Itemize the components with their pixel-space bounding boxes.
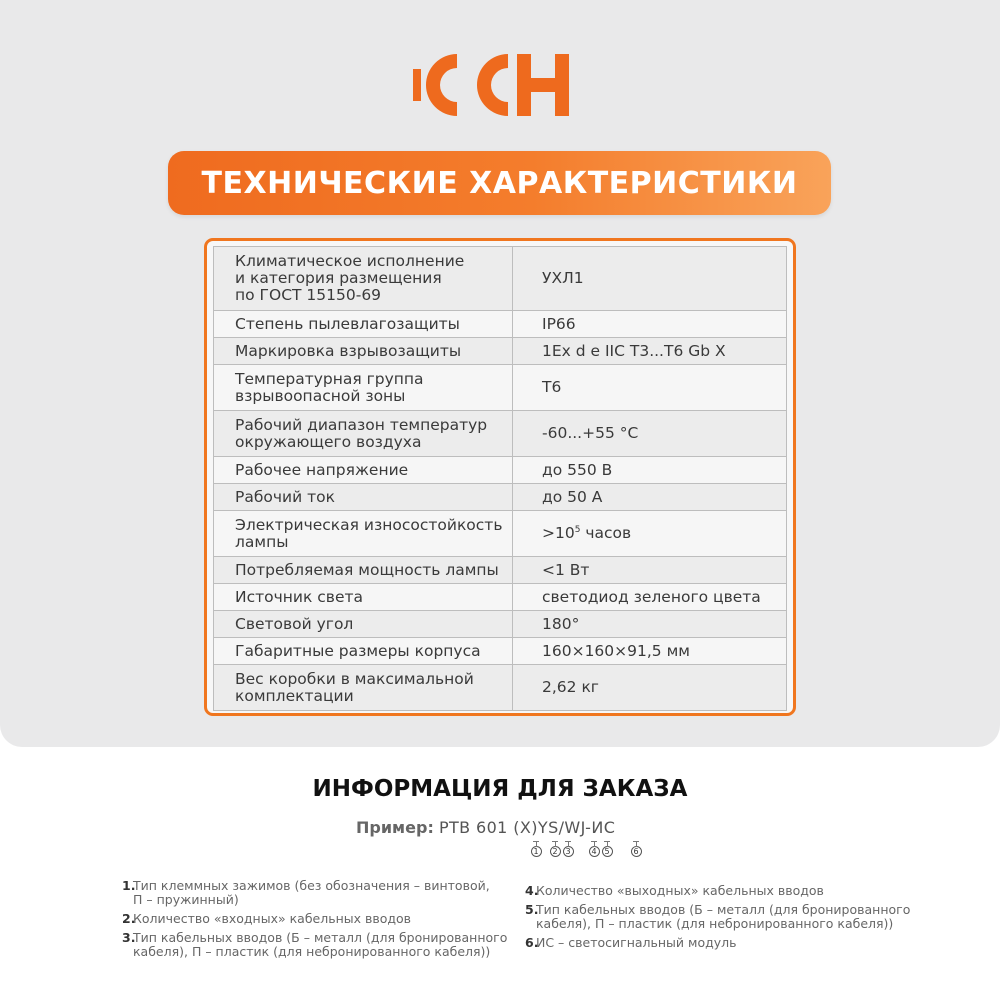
spec-value: УХЛ1 xyxy=(513,247,787,311)
spec-row xyxy=(214,638,787,665)
note-number: 4. xyxy=(525,883,539,898)
note-text: Количество «выходных» кабельных вводов xyxy=(536,883,824,898)
position-marker: 3 xyxy=(562,841,574,857)
spec-row xyxy=(214,511,787,557)
spec-value: -60...+55 °С xyxy=(513,411,787,457)
spec-row xyxy=(214,247,787,311)
spec-value: до 50 А xyxy=(513,484,787,511)
spec-value: 160×160×91,5 мм xyxy=(513,638,787,665)
position-marker: 1 xyxy=(530,841,542,857)
order-note xyxy=(525,884,925,898)
spec-value: T6 xyxy=(513,365,787,411)
spec-value: до 550 В xyxy=(513,457,787,484)
order-note xyxy=(122,912,512,926)
company-logo xyxy=(413,50,585,120)
spec-value: $>10^5$ часов xyxy=(513,511,787,557)
spec-table xyxy=(213,246,787,711)
position-marker: 5 xyxy=(601,841,613,857)
spec-value: светодиод зеленого цвета xyxy=(513,584,787,611)
spec-row xyxy=(214,484,787,511)
section-title: ТЕХНИЧЕСКИЕ ХАРАКТЕРИСТИКИ xyxy=(201,165,798,201)
spec-param: Степень пылевлагозащиты xyxy=(214,311,513,338)
spec-param: Габаритные размеры корпуса xyxy=(214,638,513,665)
spec-param: Электрическая износостойкость лампы xyxy=(214,511,513,557)
position-marker: 2 xyxy=(549,841,561,857)
spec-row xyxy=(214,584,787,611)
example-code: РТВ 601 (X)YS/WJ-ИС xyxy=(438,818,616,837)
spec-param: Маркировка взрывозащиты xyxy=(214,338,513,365)
note-number: 1. xyxy=(122,878,136,893)
note-text: Тип клеммных зажимов (без обозначения – винтовой, П – пружинный) xyxy=(133,878,490,907)
spec-value: 2,62 кг xyxy=(513,665,787,711)
spec-value: IP66 xyxy=(513,311,787,338)
note-text: Тип кабельных вводов (Б – металл (для бронированного кабеля), П – пластик (для небронированного кабеля)) xyxy=(536,902,911,931)
notes-right-column xyxy=(525,884,925,955)
note-text: Количество «входных» кабельных вводов xyxy=(133,911,412,926)
spec-value: <1 Вт xyxy=(513,557,787,584)
spec-row xyxy=(214,611,787,638)
position-marker: 4 xyxy=(588,841,600,857)
spec-row xyxy=(214,311,787,338)
code-position-markers xyxy=(0,841,1000,863)
note-text: ИС – светосигнальный модуль xyxy=(536,935,737,950)
order-note xyxy=(525,903,925,931)
spec-param: Источник света xyxy=(214,584,513,611)
spec-row xyxy=(214,457,787,484)
spec-param: Потребляемая мощность лампы xyxy=(214,557,513,584)
order-example xyxy=(356,818,615,837)
spec-row xyxy=(214,557,787,584)
spec-param: Температурная группа взрывоопасной зоны xyxy=(214,365,513,411)
order-note xyxy=(525,936,925,950)
spec-table-frame xyxy=(204,238,796,716)
spec-param: Рабочий ток xyxy=(214,484,513,511)
example-label: Пример: xyxy=(356,818,434,837)
spec-row xyxy=(214,411,787,457)
spec-param: Климатическое исполнение и категория размещения по ГОСТ 15150-69 xyxy=(214,247,513,311)
spec-row xyxy=(214,365,787,411)
note-text: Тип кабельных вводов (Б – металл (для бронированного кабеля), П – пластик (для небронированного кабеля)) xyxy=(133,930,508,959)
spec-row xyxy=(214,338,787,365)
spec-row xyxy=(214,665,787,711)
spec-param: Световой угол xyxy=(214,611,513,638)
spec-param: Рабочий диапазон температур окружающего воздуха xyxy=(214,411,513,457)
note-number: 6. xyxy=(525,935,539,950)
spec-value: 180° xyxy=(513,611,787,638)
spec-value: 1Ex d e IIC T3...T6 Gb X xyxy=(513,338,787,365)
note-number: 2. xyxy=(122,911,136,926)
spec-param: Рабочее напряжение xyxy=(214,457,513,484)
order-note xyxy=(122,879,512,907)
notes-left-column xyxy=(122,879,512,964)
order-info-title: ИНФОРМАЦИЯ ДЛЯ ЗАКАЗА xyxy=(312,776,688,802)
position-marker: 6 xyxy=(630,841,642,857)
order-note xyxy=(122,931,512,959)
spec-param: Вес коробки в максимальной комплектации xyxy=(214,665,513,711)
note-number: 3. xyxy=(122,930,136,945)
section-title-banner xyxy=(168,151,831,215)
note-number: 5. xyxy=(525,902,539,917)
